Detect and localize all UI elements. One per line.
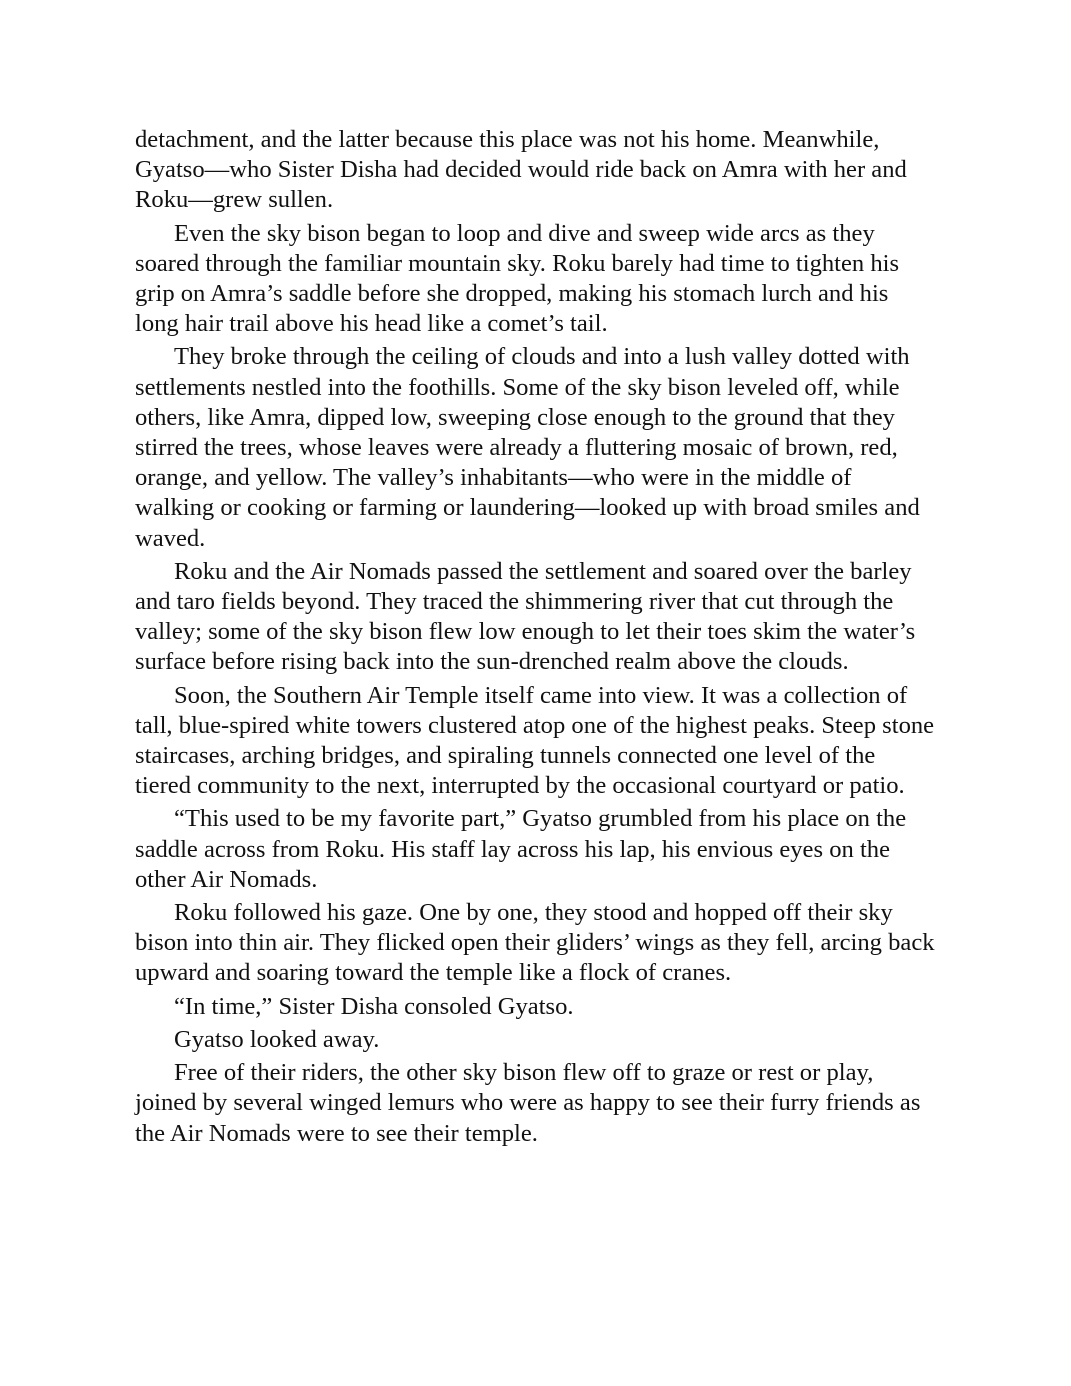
paragraph: Roku and the Air Nomads passed the settlement and soared over the barley and taro fields beyond. They traced the shimmering river that cut through the valley; some of the sky bison flew low enough to let their toes skim the water’s surface before rising back into the sun-drenched realm above the clouds.	[135, 557, 916, 676]
paragraph: “This used to be my favorite part,” Gyatso grumbled from his place on the saddle across from Roku. His staff lay across his lap, his envious eyes on the other Air Nomads.	[135, 805, 907, 893]
page-body	[135, 125, 935, 1152]
paragraph: Soon, the Southern Air Temple itself came into view. It was a collection of tall, blue-spired white towers clustered atop one of the highest peaks. Steep stone staircases, arching bridges, and spiraling tunnels connected one level of the tiered community to the next, interrupted by the occasional courtyard or patio.	[135, 681, 935, 800]
paragraph: They broke through the ceiling of clouds and into a lush valley dotted with settlements nestled into the foothills. Some of the sky bison leveled off, while others, like Amra, dipped low, sweeping close enough to the ground that they stirred the trees, whose leaves were already a fluttering mosaic of brown, red, orange, and yellow. The valley’s inhabitants—who were in the middle of walking or cooking or farming or laundering—looked up with broad smiles and waved.	[135, 343, 920, 552]
paragraph: detachment, and the latter because this place was not his home. Meanwhile, Gyatso—who Sister Disha had decided would ride back on Amra with her and Roku—grew sullen.	[135, 126, 907, 214]
paragraph: Free of their riders, the other sky bison flew off to graze or rest or play, joined by several winged lemurs who were as happy to see their furry friends as the Air Nomads were to see their temple.	[135, 1059, 921, 1147]
paragraph: Gyatso looked away.	[174, 1025, 380, 1053]
paragraph: Even the sky bison began to loop and dive and sweep wide arcs as they soared through the familiar mountain sky. Roku barely had time to tighten his grip on Amra’s saddle before she dropped, making his stomach lurch and his long hair trail above his head like a comet’s tail.	[135, 219, 900, 338]
paragraph: Roku followed his gaze. One by one, they stood and hopped off their sky bison into thin air. They flicked open their gliders’ wings as they fell, arcing back upward and soaring toward the temple like a flock of cranes.	[135, 899, 935, 987]
paragraph: “In time,” Sister Disha consoled Gyatso.	[174, 992, 574, 1020]
